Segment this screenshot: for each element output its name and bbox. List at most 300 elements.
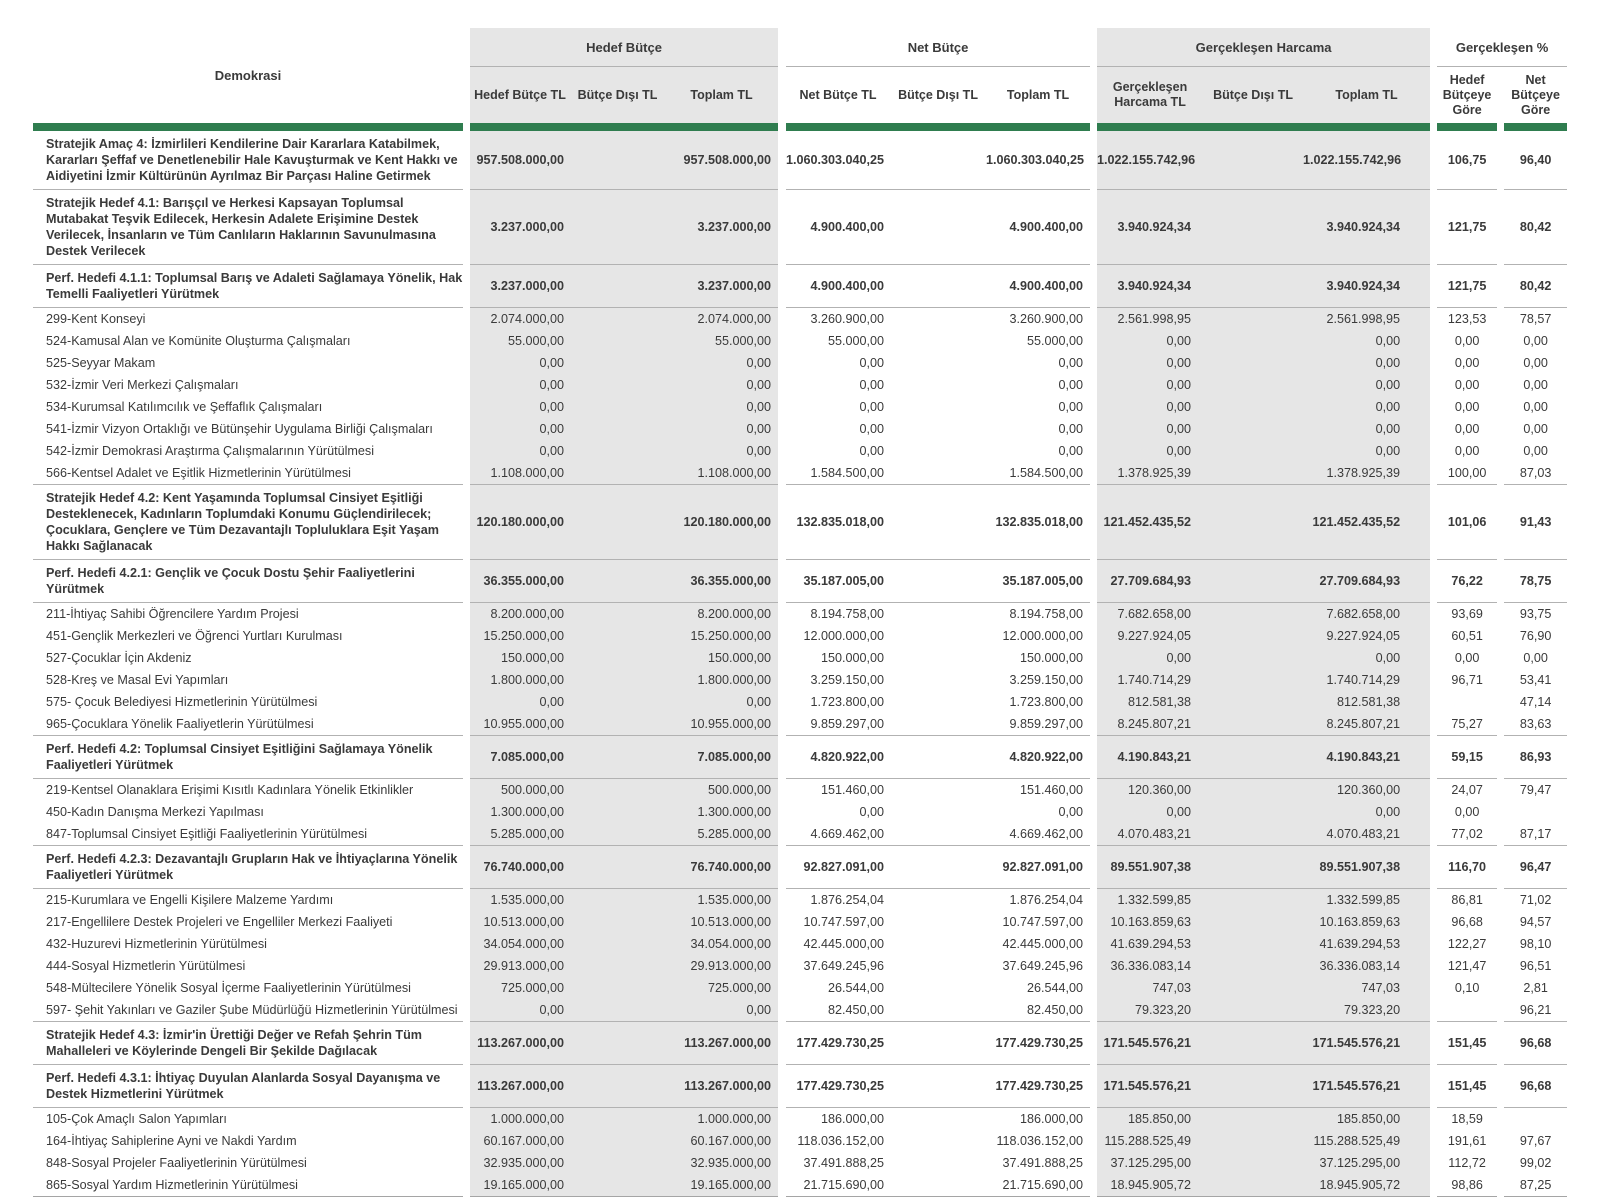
cell-pct-net-butceye-gore: 91,43 — [1504, 485, 1567, 560]
cell-gerceklesen-harcama-tl: 37.125.295,00 — [1097, 1152, 1203, 1174]
row-label: 219-Kentsel Olanaklara Erişimi Kısıtlı Kadınlara Yönelik Etkinlikler — [46, 783, 414, 797]
column-gap — [1497, 846, 1504, 889]
cell-net-butce-tl: 150.000,00 — [820, 651, 885, 665]
cell-butce-disi-tl-3 — [1203, 911, 1303, 933]
cell-hedef-butce-tl: 0,00 — [470, 352, 570, 374]
cell-net-butce-tl: 151.460,00 — [820, 783, 885, 797]
cell-butce-disi-tl-3 — [1203, 933, 1303, 955]
column-gap — [1090, 977, 1097, 999]
column-gap — [778, 1022, 786, 1065]
cell-toplam-tl-3: 36.336.083,14 — [1303, 955, 1430, 977]
cell-toplam-tl-1: 3.237.000,00 — [665, 265, 778, 308]
cell-pct-hedef-butceye-gore: 77,02 — [1451, 827, 1483, 841]
column-gap — [778, 190, 786, 265]
cell-toplam-tl-2: 55.000,00 — [1027, 334, 1084, 348]
column-gap — [1090, 462, 1097, 485]
cell-butce-disi-tl-3 — [1203, 265, 1303, 308]
cell-gerceklesen-harcama-tl: 0,00 — [1097, 374, 1203, 396]
row-label: 524-Kamusal Alan ve Komünite Oluşturma Çalışmaları — [46, 334, 351, 348]
cell-toplam-tl-1: 15.250.000,00 — [665, 625, 778, 647]
cell-gerceklesen-harcama-tl: 0,00 — [1097, 352, 1203, 374]
column-gap — [1430, 1022, 1437, 1065]
column-gap — [1090, 440, 1097, 462]
activity-row — [33, 308, 1567, 331]
cell-gerceklesen-harcama-tl: 171.545.576,21 — [1097, 1022, 1203, 1065]
cell-butce-disi-tl-2 — [890, 603, 986, 626]
column-gap — [1497, 977, 1504, 999]
cell-pct-hedef-butceye-gore: 0,00 — [1454, 378, 1480, 392]
column-gap — [1497, 67, 1504, 124]
row-label: 848-Sosyal Projeler Faaliyetlerinin Yürütülmesi — [46, 1156, 307, 1170]
column-gap — [1090, 999, 1097, 1022]
column-gap — [778, 911, 786, 933]
activity-row — [33, 669, 1567, 691]
cell-hedef-butce-tl: 113.267.000,00 — [470, 1065, 570, 1108]
green-separator-row — [33, 123, 1567, 131]
column-gap — [463, 1108, 470, 1131]
cell-pct-hedef-butceye-gore: 122,27 — [1447, 937, 1487, 951]
cell-butce-disi-tl-1 — [570, 352, 665, 374]
activity-row — [33, 625, 1567, 647]
column-gap — [778, 396, 786, 418]
cell-toplam-tl-2: 0,00 — [1058, 805, 1084, 819]
row-label: 528-Kreş ve Masal Evi Yapımları — [46, 673, 229, 687]
cell-toplam-tl-1: 0,00 — [665, 396, 778, 418]
cell-net-butce-tl: 42.445.000,00 — [803, 937, 885, 951]
column-gap — [1497, 1065, 1504, 1108]
group-header-gerceklesen-pct: Gerçekleşen % — [1437, 28, 1567, 67]
cell-toplam-tl-2: 92.827.091,00 — [986, 846, 1090, 889]
cell-butce-disi-tl-3 — [1203, 352, 1303, 374]
column-gap — [1090, 28, 1097, 123]
cell-hedef-butce-tl: 36.355.000,00 — [470, 560, 570, 603]
column-gap — [463, 374, 470, 396]
cell-pct-net-butceye-gore — [1504, 1108, 1567, 1131]
cell-butce-disi-tl-3 — [1203, 1022, 1303, 1065]
cell-butce-disi-tl-2 — [890, 374, 986, 396]
cell-toplam-tl-3: 1.378.925,39 — [1303, 462, 1430, 485]
column-gap — [1497, 603, 1504, 626]
cell-net-butce-tl: 1.060.303.040,25 — [786, 131, 890, 190]
cell-butce-disi-tl-1 — [570, 999, 665, 1022]
cell-hedef-butce-tl: 32.935.000,00 — [470, 1152, 570, 1174]
column-gap — [778, 1130, 786, 1152]
cell-butce-disi-tl-2 — [890, 462, 986, 485]
column-gap — [778, 647, 786, 669]
cell-butce-disi-tl-2 — [890, 911, 986, 933]
cell-net-butce-tl: 186.000,00 — [820, 1112, 885, 1126]
activity-row — [33, 691, 1567, 713]
cell-hedef-butce-tl: 150.000,00 — [470, 647, 570, 669]
cell-toplam-tl-1: 0,00 — [665, 352, 778, 374]
cell-toplam-tl-2: 1.584.500,00 — [1009, 466, 1084, 480]
column-gap — [1497, 999, 1504, 1022]
column-gap — [463, 625, 470, 647]
cell-toplam-tl-2: 21.715.690,00 — [986, 1174, 1090, 1197]
cell-toplam-tl-1: 113.267.000,00 — [665, 1065, 778, 1108]
column-gap — [1430, 911, 1437, 933]
column-gap — [1497, 440, 1504, 462]
cell-toplam-tl-1: 957.508.000,00 — [665, 131, 778, 190]
cell-pct-hedef-butceye-gore — [1437, 691, 1497, 713]
row-label: Stratejik Hedef 4.1: Barışçıl ve Herkesi Kapsayan Toplumsal Mutabakat Teşvik Edilecek, Herkesin Adalete Erişimine Destek Verilecek, İnsanların ve Tüm Canlıların Haklarının Savunulmasına Destek Verilecek — [33, 190, 463, 265]
column-gap — [463, 713, 470, 736]
column-gap — [463, 1152, 470, 1174]
column-gap — [463, 308, 470, 331]
cell-hedef-butce-tl: 34.054.000,00 — [470, 933, 570, 955]
cell-butce-disi-tl-3 — [1203, 374, 1303, 396]
cell-hedef-butce-tl: 120.180.000,00 — [470, 485, 570, 560]
column-gap — [1430, 330, 1437, 352]
cell-toplam-tl-2: 0,00 — [1058, 378, 1084, 392]
section-row — [33, 131, 1567, 190]
cell-hedef-butce-tl: 500.000,00 — [470, 779, 570, 802]
cell-toplam-tl-3: 0,00 — [1303, 396, 1430, 418]
cell-pct-hedef-butceye-gore: 59,15 — [1437, 736, 1497, 779]
cell-pct-hedef-butceye-gore: 96,71 — [1451, 673, 1483, 687]
cell-toplam-tl-2: 42.445.000,00 — [1002, 937, 1084, 951]
cell-toplam-tl-1: 120.180.000,00 — [665, 485, 778, 560]
column-gap — [1497, 801, 1504, 823]
cell-butce-disi-tl-2 — [890, 779, 986, 802]
cell-toplam-tl-3: 89.551.907,38 — [1303, 846, 1430, 889]
cell-pct-hedef-butceye-gore: 121,47 — [1447, 959, 1487, 973]
activity-row — [33, 889, 1567, 912]
col-header-toplam-tl-3: Toplam TL — [1303, 67, 1430, 124]
cell-pct-hedef-butceye-gore: 0,00 — [1454, 651, 1480, 665]
cell-gerceklesen-harcama-tl: 1.378.925,39 — [1097, 462, 1203, 485]
cell-butce-disi-tl-1 — [570, 977, 665, 999]
row-label: Perf. Hedefi 4.3.1: İhtiyaç Duyulan Alanlarda Sosyal Dayanışma ve Destek Hizmetlerini Yürütmek — [33, 1065, 463, 1108]
column-gap — [463, 977, 470, 999]
cell-butce-disi-tl-1 — [570, 603, 665, 626]
cell-pct-net-butceye-gore: 94,57 — [1519, 915, 1552, 929]
cell-pct-net-butceye-gore: 76,90 — [1519, 629, 1552, 643]
activity-row — [33, 1152, 1567, 1174]
cell-pct-hedef-butceye-gore: 151,45 — [1437, 1022, 1497, 1065]
cell-net-butce-tl: 118.036.152,00 — [797, 1134, 885, 1148]
column-gap — [778, 1174, 786, 1197]
column-gap — [778, 779, 786, 802]
cell-toplam-tl-3: 0,00 — [1303, 352, 1430, 374]
cell-hedef-butce-tl: 5.285.000,00 — [470, 823, 570, 846]
cell-net-butce-tl: 21.715.690,00 — [786, 1174, 890, 1197]
cell-toplam-tl-2: 37.649.245,96 — [1002, 959, 1084, 973]
cell-toplam-tl-3: 9.227.924,05 — [1303, 625, 1430, 647]
cell-pct-net-butceye-gore: 0,00 — [1523, 400, 1548, 414]
cell-pct-net-butceye-gore: 87,25 — [1504, 1174, 1567, 1197]
cell-toplam-tl-1: 60.167.000,00 — [665, 1130, 778, 1152]
column-gap — [1090, 308, 1097, 331]
column-gap — [1090, 823, 1097, 846]
col-header-net-butce-tl: Net Bütçe TL — [799, 87, 877, 102]
column-gap — [1090, 190, 1097, 265]
column-gap — [778, 736, 786, 779]
cell-butce-disi-tl-1 — [570, 625, 665, 647]
cell-pct-net-butceye-gore: 96,21 — [1519, 1003, 1552, 1017]
cell-butce-disi-tl-2 — [890, 265, 986, 308]
column-gap — [1090, 713, 1097, 736]
cell-toplam-tl-1: 113.267.000,00 — [665, 1022, 778, 1065]
cell-pct-hedef-butceye-gore: 76,22 — [1437, 560, 1497, 603]
column-gap — [778, 330, 786, 352]
cell-toplam-tl-3: 0,00 — [1303, 374, 1430, 396]
column-gap — [1430, 603, 1437, 626]
cell-pct-hedef-butceye-gore: 0,00 — [1454, 444, 1480, 458]
column-gap — [1430, 28, 1437, 123]
cell-hedef-butce-tl: 29.913.000,00 — [470, 955, 570, 977]
cell-toplam-tl-2: 12.000.000,00 — [1002, 629, 1084, 643]
activity-row — [33, 418, 1567, 440]
cell-gerceklesen-harcama-tl: 8.245.807,21 — [1097, 713, 1203, 736]
cell-net-butce-tl: 35.187.005,00 — [786, 560, 890, 603]
cell-toplam-tl-1: 8.200.000,00 — [665, 603, 778, 626]
green-separator-bar — [786, 123, 1090, 131]
cell-gerceklesen-harcama-tl: 0,00 — [1097, 330, 1203, 352]
column-gap — [1430, 396, 1437, 418]
cell-toplam-tl-2: 151.460,00 — [1020, 783, 1084, 797]
cell-toplam-tl-2: 118.036.152,00 — [996, 1134, 1084, 1148]
cell-net-butce-tl: 0,00 — [859, 444, 885, 458]
cell-net-butce-tl: 1.584.500,00 — [810, 466, 885, 480]
cell-toplam-tl-2: 132.835.018,00 — [986, 485, 1090, 560]
cell-pct-net-butceye-gore: 2,81 — [1523, 981, 1548, 995]
cell-toplam-tl-2: 0,00 — [1058, 444, 1084, 458]
cell-net-butce-tl: 9.859.297,00 — [810, 717, 885, 731]
cell-hedef-butce-tl: 1.108.000,00 — [470, 462, 570, 485]
cell-butce-disi-tl-1 — [570, 955, 665, 977]
cell-pct-hedef-butceye-gore: 100,00 — [1447, 466, 1487, 480]
cell-net-butce-tl: 1.723.800,00 — [810, 695, 885, 709]
cell-pct-hedef-butceye-gore: 121,75 — [1437, 265, 1497, 308]
cell-pct-hedef-butceye-gore: 93,69 — [1451, 607, 1483, 621]
cell-gerceklesen-harcama-tl: 115.288.525,49 — [1097, 1130, 1203, 1152]
cell-pct-net-butceye-gore: 71,02 — [1519, 893, 1552, 907]
column-gap — [1497, 713, 1504, 736]
cell-pct-net-butceye-gore: 53,41 — [1519, 673, 1552, 687]
cell-pct-net-butceye-gore: 96,68 — [1504, 1022, 1567, 1065]
activity-row — [33, 713, 1567, 736]
column-gap — [463, 131, 470, 190]
cell-gerceklesen-harcama-tl: 3.940.924,34 — [1097, 190, 1203, 265]
cell-toplam-tl-2: 4.820.922,00 — [986, 736, 1090, 779]
column-gap — [1497, 955, 1504, 977]
cell-toplam-tl-3: 10.163.859,63 — [1303, 911, 1430, 933]
cell-toplam-tl-3: 1.332.599,85 — [1303, 889, 1430, 912]
cell-hedef-butce-tl: 0,00 — [470, 999, 570, 1022]
column-gap — [1497, 352, 1504, 374]
cell-toplam-tl-2: 3.259.150,00 — [1009, 673, 1084, 687]
cell-butce-disi-tl-2 — [890, 1022, 986, 1065]
cell-pct-hedef-butceye-gore: 98,86 — [1437, 1174, 1497, 1197]
column-gap — [463, 440, 470, 462]
column-gap — [1497, 625, 1504, 647]
column-gap — [1430, 625, 1437, 647]
column-gap — [463, 1022, 470, 1065]
cell-net-butce-tl: 55.000,00 — [827, 334, 885, 348]
row-label: 527-Çocuklar İçin Akdeniz — [46, 651, 192, 665]
cell-butce-disi-tl-3 — [1203, 418, 1303, 440]
row-label: 965-Çocuklara Yönelik Faaliyetlerin Yürütülmesi — [46, 717, 314, 731]
column-gap — [463, 1174, 470, 1197]
column-gap — [778, 265, 786, 308]
cell-butce-disi-tl-2 — [890, 396, 986, 418]
row-label: 444-Sosyal Hizmetlerin Yürütülmesi — [46, 959, 246, 973]
cell-gerceklesen-harcama-tl: 812.581,38 — [1097, 691, 1203, 713]
cell-butce-disi-tl-2 — [890, 736, 986, 779]
cell-net-butce-tl: 0,00 — [859, 805, 885, 819]
column-gap — [1430, 823, 1437, 846]
column-gap — [1497, 933, 1504, 955]
column-gap — [1090, 911, 1097, 933]
activity-row — [33, 330, 1567, 352]
cell-butce-disi-tl-2 — [890, 801, 986, 823]
column-gap — [1090, 846, 1097, 889]
cell-toplam-tl-3: 120.360,00 — [1303, 779, 1430, 802]
cell-toplam-tl-1: 7.085.000,00 — [665, 736, 778, 779]
cell-butce-disi-tl-3 — [1203, 1152, 1303, 1174]
cell-toplam-tl-3: 18.945.905,72 — [1303, 1174, 1430, 1197]
cell-pct-net-butceye-gore: 0,00 — [1523, 356, 1548, 370]
column-gap — [1497, 1174, 1504, 1197]
column-gap — [1430, 1174, 1437, 1197]
column-gap — [1497, 779, 1504, 802]
cell-butce-disi-tl-2 — [890, 889, 986, 912]
cell-butce-disi-tl-2 — [890, 625, 986, 647]
column-gap — [1430, 736, 1437, 779]
cell-butce-disi-tl-2 — [890, 713, 986, 736]
activity-row — [33, 440, 1567, 462]
column-gap — [778, 691, 786, 713]
column-gap — [463, 823, 470, 846]
group-header-hedef-butce: Hedef Bütçe — [470, 28, 778, 67]
col-header-hedef-butceye-gore: Hedef Bütçeye Göre — [1442, 72, 1492, 117]
cell-pct-hedef-butceye-gore: 191,61 — [1447, 1134, 1487, 1148]
column-gap — [1090, 123, 1097, 131]
cell-pct-net-butceye-gore: 80,42 — [1504, 265, 1567, 308]
column-gap — [1430, 265, 1437, 308]
column-gap — [1430, 691, 1437, 713]
column-gap — [463, 265, 470, 308]
cell-gerceklesen-harcama-tl: 3.940.924,34 — [1097, 265, 1203, 308]
cell-butce-disi-tl-3 — [1203, 330, 1303, 352]
cell-toplam-tl-1: 0,00 — [665, 691, 778, 713]
cell-toplam-tl-1: 76.740.000,00 — [665, 846, 778, 889]
cell-butce-disi-tl-1 — [570, 462, 665, 485]
cell-toplam-tl-2: 0,00 — [1058, 400, 1084, 414]
cell-toplam-tl-3: 3.940.924,34 — [1303, 190, 1430, 265]
cell-butce-disi-tl-2 — [890, 955, 986, 977]
group-header-net-butce: Net Bütçe — [786, 28, 1090, 67]
cell-butce-disi-tl-1 — [570, 265, 665, 308]
cell-butce-disi-tl-1 — [570, 1152, 665, 1174]
cell-pct-net-butceye-gore — [1504, 801, 1567, 823]
cell-toplam-tl-3: 0,00 — [1303, 647, 1430, 669]
column-gap — [1497, 485, 1504, 560]
cell-net-butce-tl: 4.900.400,00 — [786, 265, 890, 308]
section-row — [33, 265, 1567, 308]
cell-toplam-tl-1: 500.000,00 — [665, 779, 778, 802]
column-gap — [1430, 440, 1437, 462]
cell-butce-disi-tl-2 — [890, 485, 986, 560]
cell-gerceklesen-harcama-tl: 0,00 — [1097, 647, 1203, 669]
column-gap — [1497, 889, 1504, 912]
column-gap — [1430, 1065, 1437, 1108]
column-gap — [463, 485, 470, 560]
column-gap — [1497, 1022, 1504, 1065]
column-gap — [1090, 933, 1097, 955]
row-label: 548-Mültecilere Yönelik Sosyal İçerme Faaliyetlerinin Yürütülmesi — [46, 981, 411, 995]
cell-net-butce-tl: 10.747.597,00 — [803, 915, 885, 929]
cell-butce-disi-tl-2 — [890, 669, 986, 691]
cell-butce-disi-tl-2 — [890, 647, 986, 669]
column-gap — [463, 1130, 470, 1152]
budget-table — [33, 28, 1567, 1197]
activity-row — [33, 647, 1567, 669]
cell-toplam-tl-3: 27.709.684,93 — [1303, 560, 1430, 603]
column-gap — [463, 933, 470, 955]
column-gap — [1430, 560, 1437, 603]
column-gap — [1430, 999, 1437, 1022]
cell-net-butce-tl: 0,00 — [859, 378, 885, 392]
column-gap — [778, 999, 786, 1022]
cell-net-butce-tl: 1.876.254,04 — [810, 893, 885, 907]
cell-hedef-butce-tl: 2.074.000,00 — [470, 308, 570, 331]
cell-butce-disi-tl-1 — [570, 374, 665, 396]
cell-butce-disi-tl-1 — [570, 1174, 665, 1197]
cell-butce-disi-tl-3 — [1203, 669, 1303, 691]
column-gap — [778, 669, 786, 691]
column-gap — [1497, 265, 1504, 308]
cell-gerceklesen-harcama-tl: 120.360,00 — [1097, 779, 1203, 802]
column-gap — [463, 352, 470, 374]
cell-butce-disi-tl-3 — [1203, 1130, 1303, 1152]
cell-pct-hedef-butceye-gore: 96,68 — [1451, 915, 1483, 929]
cell-butce-disi-tl-1 — [570, 560, 665, 603]
cell-pct-hedef-butceye-gore: 0,00 — [1454, 805, 1480, 819]
cell-gerceklesen-harcama-tl: 2.561.998,95 — [1097, 308, 1203, 331]
cell-pct-hedef-butceye-gore: 151,45 — [1437, 1065, 1497, 1108]
cell-pct-net-butceye-gore: 0,00 — [1523, 444, 1548, 458]
cell-toplam-tl-1: 0,00 — [665, 999, 778, 1022]
cell-hedef-butce-tl: 60.167.000,00 — [470, 1130, 570, 1152]
cell-gerceklesen-harcama-tl: 41.639.294,53 — [1097, 933, 1203, 955]
column-gap — [463, 396, 470, 418]
cell-butce-disi-tl-3 — [1203, 846, 1303, 889]
cell-pct-net-butceye-gore: 0,00 — [1523, 378, 1548, 392]
row-label: 164-İhtiyaç Sahiplerine Ayni ve Nakdi Yardım — [46, 1134, 297, 1148]
cell-pct-net-butceye-gore: 0,00 — [1523, 651, 1548, 665]
column-gap — [463, 1065, 470, 1108]
cell-butce-disi-tl-3 — [1203, 1065, 1303, 1108]
cell-pct-hedef-butceye-gore: 0,00 — [1454, 334, 1480, 348]
header-group-row — [33, 28, 1567, 67]
cell-pct-hedef-butceye-gore: 116,70 — [1437, 846, 1497, 889]
cell-hedef-butce-tl: 1.300.000,00 — [470, 801, 570, 823]
column-gap — [1090, 736, 1097, 779]
cell-net-butce-tl: 3.260.900,00 — [810, 312, 885, 326]
column-gap — [778, 1065, 786, 1108]
cell-toplam-tl-3: 171.545.576,21 — [1303, 1022, 1430, 1065]
cell-butce-disi-tl-3 — [1203, 560, 1303, 603]
col-header-butce-disi-tl-3: Bütçe Dışı TL — [1203, 67, 1303, 124]
cell-butce-disi-tl-1 — [570, 911, 665, 933]
column-gap — [463, 691, 470, 713]
activity-row — [33, 1130, 1567, 1152]
cell-butce-disi-tl-1 — [570, 801, 665, 823]
cell-butce-disi-tl-1 — [570, 1108, 665, 1131]
activity-row — [33, 374, 1567, 396]
